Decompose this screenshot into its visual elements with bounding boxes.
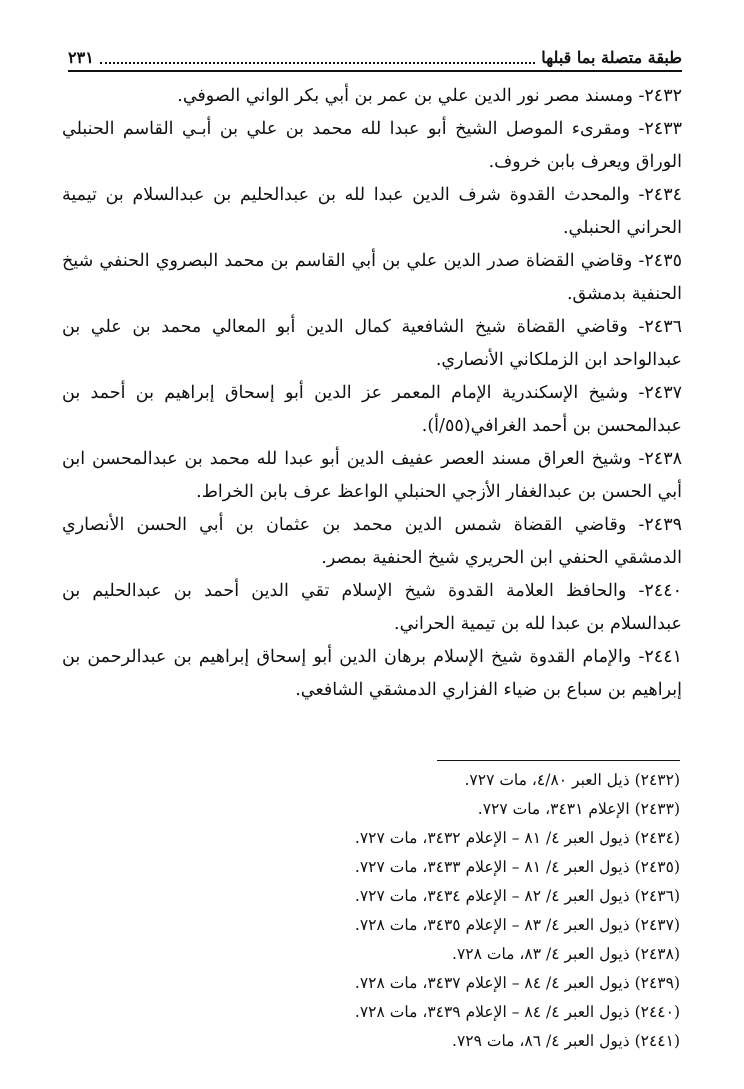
page-header xyxy=(68,44,682,72)
entry-2439: ٢٤٣٩- وقاضي القضاة شمس الدين محمد بن عثمان بن أبي الحسن الأنصاري الدمشقي الحنفي ابن الحريري شيخ الحنفية بمصر. xyxy=(62,515,682,568)
entry-2440: ٢٤٤٠- والحافظ العلامة القدوة شيخ الإسلام تقي الدين أحمد بن عبدالحليم بن عبدالسلام بن عبدا لله بن تيمية الحراني. xyxy=(62,581,682,634)
entry-2438: ٢٤٣٨- وشيخ العراق مسند العصر عفيف الدين أبو عبدا لله محمد بن عبدالمحسن ابن أبي الحسن بن عبدالغفار الأزجي الحنبلي الواعظ عرف بابن الخراط. xyxy=(62,449,682,502)
leader-dots xyxy=(100,62,536,64)
footnote-2435: (٢٤٣٥) ذيول العبر ٤/ ٨١ – الإعلام ٣٤٣٣، مات ٧٢٧. xyxy=(354,858,680,876)
footnote-2441: (٢٤٤١) ذيول العبر ٤/ ٨٦، مات ٧٢٩. xyxy=(452,1032,680,1050)
footnote-separator xyxy=(437,760,680,761)
footnote-2436: (٢٤٣٦) ذيول العبر ٤/ ٨٢ – الإعلام ٣٤٣٤، مات ٧٢٧. xyxy=(354,887,680,905)
entry-2432: ٢٤٣٢- ومسند مصر نور الدين علي بن عمر بن أبي بكر الواني الصوفي. xyxy=(177,86,682,106)
footnote-2438: (٢٤٣٨) ذيول العبر ٤/ ٨٣، مات ٧٢٨. xyxy=(452,945,680,963)
entry-2435: ٢٤٣٥- وقاضي القضاة صدر الدين علي بن أبي القاسم بن محمد البصروي الحنفي شيخ الحنفية بدمشق. xyxy=(62,251,682,304)
entry-2433: ٢٤٣٣- ومقرىء الموصل الشيخ أبو عبدا لله محمد بن علي بن أبـي القاسم الحنبلي الوراق ويعرف بابن خروف. xyxy=(62,119,682,172)
footnotes xyxy=(200,766,680,1056)
entry-2437: ٢٤٣٧- وشيخ الإسكندرية الإمام المعمر عز الدين أبو إسحاق إبراهيم بن أحمد بن عبدالمحسن بن أحمد الغرافي(٥٥/أ). xyxy=(62,383,682,436)
footnote-2439: (٢٤٣٩) ذيول العبر ٤/ ٨٤ – الإعلام ٣٤٣٧، مات ٧٢٨. xyxy=(354,974,680,992)
footnote-2433: (٢٤٣٣) الإعلام ٣٤٣١، مات ٧٢٧. xyxy=(477,800,680,818)
biography-entries xyxy=(62,80,682,707)
entry-2441: ٢٤٤١- والإمام القدوة شيخ الإسلام برهان الدين أبو إسحاق إبراهيم بن عبدالرحمن بن إبراهيم بن سباع بن ضياء الفزاري الدمشقي الشافعي. xyxy=(62,647,682,700)
footnote-2432: (٢٤٣٢) ذيل العبر ٤/٨٠، مات ٧٢٧. xyxy=(464,771,680,789)
entry-2434: ٢٤٣٤- والمحدث القدوة شرف الدين عبدا لله بن عبدالحليم بن عبدالسلام بن تيمية الحراني الحنبلي. xyxy=(62,185,682,238)
footnote-2434: (٢٤٣٤) ذيول العبر ٤/ ٨١ – الإعلام ٣٤٣٢، مات ٧٢٧. xyxy=(354,829,680,847)
footnote-2440: (٢٤٤٠) ذيول العبر ٤/ ٨٤ – الإعلام ٣٤٣٩، مات ٧٢٨. xyxy=(354,1003,680,1021)
page-number: ٢٣١ xyxy=(68,48,94,67)
footnote-2437: (٢٤٣٧) ذيول العبر ٤/ ٨٣ – الإعلام ٣٤٣٥، مات ٧٢٨. xyxy=(354,916,680,934)
running-title: طبقة متصلة بما قبلها xyxy=(541,48,682,67)
entry-2436: ٢٤٣٦- وقاضي القضاة شيخ الشافعية كمال الدين أبو المعالي محمد بن علي بن عبدالواحد ابن الزملكاني الأنصاري. xyxy=(62,317,682,370)
